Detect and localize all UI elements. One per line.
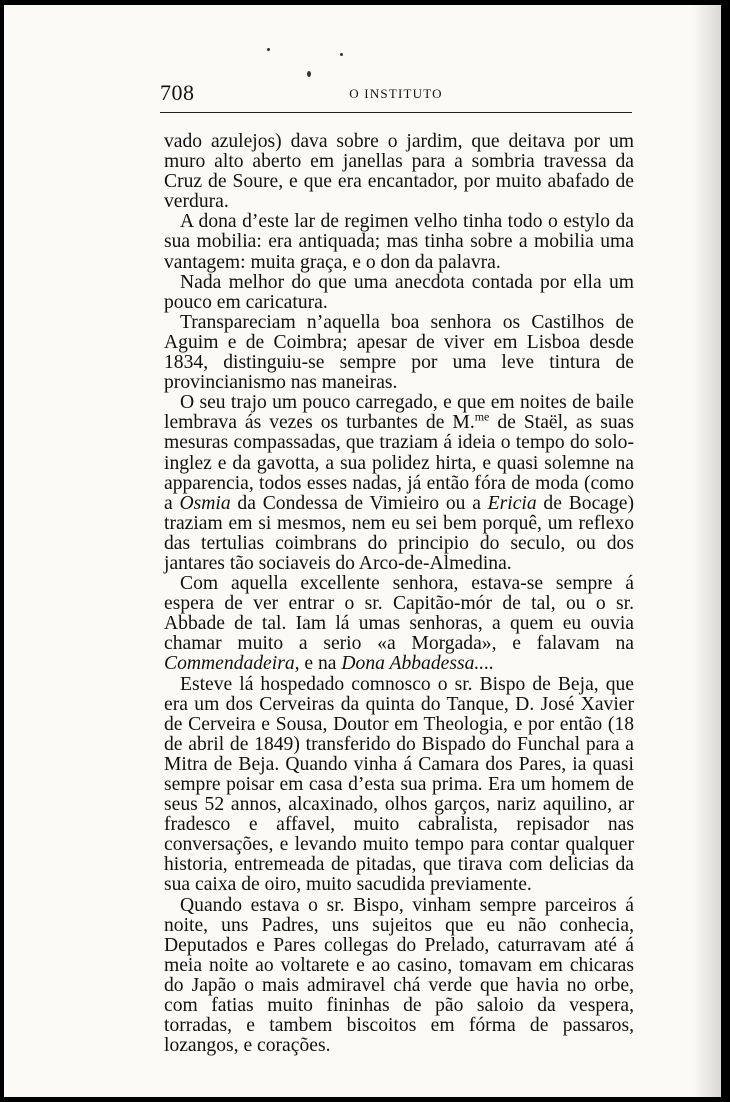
paragraph	[164, 675, 634, 896]
italic-text: Ericia	[487, 492, 537, 514]
page-header	[160, 78, 632, 114]
print-speck	[267, 48, 270, 51]
text-segment: Esteve lá hospedado comnosco o sr. Bispo de Beja, que era um dos Cerveiras da quinta do Tanque, D. José Xavier de Cerveira e Sousa, Doutor em Theologia, e por então (18 de abril de 1849) transferido do Bispado do Funchal para a Mitra de Beja. Quando vinha á Camara dos Pares, ia quasi sempre poisar em casa d’esta sua prima. Era um homem de seus 52 annos, alcaxinado, olhos garços, nariz aquilino, ar fradesco e affavel, muito cabralista, repisador nas conversações, e levando muito tempo para contar qualquer historia, entremeada de pitadas, que tirava com delicias da sua caixa de oiro, muito sacudida previamente.	[164, 673, 634, 896]
page-number: 708	[160, 80, 195, 105]
paragraph	[164, 313, 634, 393]
italic-text: Commendadeira,	[164, 653, 300, 675]
page-edge-shadow	[693, 5, 721, 1097]
text-segment: Nada melhor do que uma anecdota contada por ella um pouco em caricatura.	[164, 271, 634, 313]
book-page	[4, 5, 721, 1097]
paragraph	[164, 393, 634, 574]
text-segment: A dona d’este lar de regimen velho tinha todo o estylo da sua mobilia: era antiquada; mas tinha sobre a mobilia uma vantagem: muita graça, e o don da palavra.	[164, 211, 634, 273]
running-title: O INSTITUTO	[349, 86, 443, 101]
text-segment: O seu trajo um pouco carregado, e que em noites de baile lembrava ás vezes os turbantes de M.	[164, 392, 634, 434]
paragraph	[164, 132, 634, 212]
text-segment: vado azulejos) dava sobre o jardim, que deitava por um muro alto aberto em janellas para a sombria travessa da Cruz de Soure, e que era encantador, por muito abafado de verdura.	[164, 131, 634, 213]
text-segment: de Staël, as suas mesuras compassadas, que traziam á ideia o tempo do solo-inglez e da gavotta, a sua polidez hirta, e quasi solemne na apparencia, todos esses nadas, já então fóra de moda (como a	[164, 412, 634, 514]
body-text	[164, 132, 634, 1056]
text-segment: Quando estava o sr. Bispo, vinham sempre parceiros á noite, uns Padres, uns sujeitos que eu não conhecia, Deputados e Pares collegas do Prelado, caturravam até á meia noite ao voltarete e ao casino, tomavam em chicaras do Japão o mais admiravel chá verde que havia no orbe, com fatias muito fininhas de pão saloio da vespera, torradas, e tambem biscoitos em fórma de passaros, lozangos, e corações.	[164, 894, 634, 1057]
text-segment: de Bocage) traziam em si mesmos, nem eu sei bem porquê, um reflexo das tertulias coimbrans do principio do seculo, ou dos jantares tão sociaveis do Arco-de-Almedina.	[164, 492, 634, 574]
text-segment: Transpareciam n’aquella boa senhora os Castilhos de Aguim e de Coimbra; apesar de viver em Lisboa desde 1834, distinguiu-se sempre por uma leve tintura de provincianismo nas maneiras.	[164, 311, 634, 394]
header-rule	[160, 112, 632, 113]
paragraph	[164, 212, 634, 272]
paragraph	[164, 574, 634, 674]
italic-text: Dona Abbadessa....	[341, 653, 494, 675]
text-segment: me	[474, 409, 490, 424]
italic-text: Osmia	[179, 492, 231, 514]
paragraph	[164, 273, 634, 313]
paragraph	[164, 896, 634, 1057]
text-segment: da Condessa de Vimieiro ou a	[230, 492, 488, 514]
print-speck	[340, 53, 343, 56]
text-segment: Com aquella excellente senhora, estava-se sempre á espera de ver entrar o sr. Capitão-mór de tal, ou o sr. Abbade de tal. Iam lá umas senhoras, a quem eu ouvia chamar muito a serio «a Morgada», e falavam na	[164, 573, 634, 655]
text-segment: e na	[299, 653, 342, 675]
print-speck	[307, 71, 311, 77]
